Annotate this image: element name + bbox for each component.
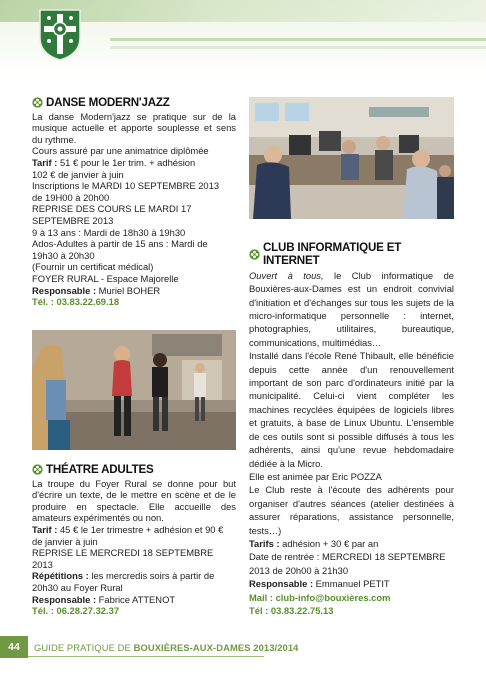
dance-ados: Ados-Adultes à partir de 15 ans : Mardi de 19h30 à 20h30 [32,238,208,261]
club-intro [249,269,454,349]
club-title-text: CLUB INFORMATIQUE ET INTERNET [263,241,402,268]
theatre-responsable [32,594,236,606]
club-title [249,241,454,268]
tarif-label: Tarif : [32,523,58,535]
dance-section [32,97,236,308]
footer-title-plain: GUIDE PRATIQUE DE [34,642,134,653]
club-tarif [249,537,454,550]
dance-place: FOYER RURAL - Espace Majorelle [32,272,179,284]
tarif-label: Tarif : [32,156,58,168]
footer-rule [28,656,264,657]
club-section [249,241,454,617]
coat-of-arms-icon [38,8,82,62]
tarif-label: Tarifs : [249,537,280,549]
theatre-tarif [32,524,236,536]
theatre-repetitions [32,570,236,593]
club-intro-text: le Club informatique de Bouxières-aux-Dames est un endroit convivial d'initiation et d'échanges sur tous les sujets de la micro-informatique personnelle : internet, photographies, utilitaires, bureautique, communications, multimédias… [249,269,455,348]
dance-inscriptions-time: de 19H00 à 20h00 [32,191,110,203]
responsable-name: Fabrice ATTENOT [96,593,176,605]
club-rentree: Date de rentrée : MERCREDI 18 SEPTEMBRE 2013 de 20h00 à 21h30 [249,551,446,576]
flower-bullet-icon [32,464,43,475]
theatre-title-text: THÉATRE ADULTES [46,463,154,476]
dance-photo [32,330,236,450]
repetitions-text: les mercredis soirs à partir de 20h30 au Foyer Rural [32,570,215,593]
footer-title-bold: BOUXIÈRES-AUX-DAMES 2013/2014 [133,642,299,653]
theatre-title [32,464,236,476]
dance-certif: (Fournir un certificat médical) [32,261,154,273]
header-stripe [110,46,486,49]
dance-tarif-2: 102 € de janvier à juin [32,168,124,180]
club-photo [249,97,454,219]
responsable-label: Responsable : [32,284,97,296]
theatre-intro: La troupe du Foyer Rural se donne pour but d'écrire un texte, de le mettre en scène et de le produire en spectacle. Elle accueille des amateurs expérimentés ou non. [32,477,236,524]
tarif-value: 51 € pour le 1er trim. + adhésion [57,156,196,168]
tarif-value: adhésion + 30 € par an [279,537,379,549]
theatre-reprise: REPRISE LE MERCREDI 18 SEPTEMBRE 2013 [32,547,214,570]
footer-title [34,642,299,653]
theatre-tarif-2: de janvier à juin [32,535,98,547]
club-mail: Mail : club-info@bouxières.com [249,591,391,603]
responsable-label: Responsable : [32,593,97,605]
flower-bullet-icon [32,97,43,108]
dance-tarif [32,157,236,169]
dance-intro: La danse Modern'jazz se pratique sur de la musique actuelle et apporte souplesse et sens du rythme. [32,110,236,145]
club-paragraph-4: Le Club reste à l'écoute des adhérents pour organiser d'autres séances (atelier destinées à assurer réparations, assistance personnelle, tests…) [249,484,454,536]
tarif-value: 45 € le 1er trimestre + adhésion et 90 € [57,523,224,535]
dance-reprise: REPRISE DES COURS LE MARDI 17 SEPTEMBRE 2013 [32,203,192,226]
page-header [0,0,486,74]
dance-title-text: DANSE MODERN'JAZZ [46,96,170,109]
dance-inscriptions: Inscriptions le MARDI 10 SEPTEMBRE 2013 [32,180,220,192]
responsable-label: Responsable : [249,578,314,590]
responsable-name: Muriel BOHER [96,284,161,296]
dance-teacher: Cours assuré par une animatrice diplômée [32,145,209,157]
page-footer [0,636,486,658]
club-phone: Tél : 03.83.22.75.13 [249,604,334,616]
dance-title [32,97,236,109]
dance-kids: 9 à 13 ans : Mardi de 18h30 à 19h30 [32,226,186,238]
dance-responsable [32,285,236,297]
dance-phone: Tél. : 03.83.22.69.18 [32,296,120,308]
club-intro-italic: Ouvert à tous, [249,269,324,281]
repetitions-label: Répétitions : [32,570,89,582]
page-number: 44 [0,636,28,658]
club-paragraph-3: Elle est animée par Eric POZZA [249,470,382,482]
club-paragraph-2: Installé dans l'école René Thibault, elle bénéficie depuis cette année d'un renouvellement important de son parc d'ordinateurs initié par la municipalité. Celui-ci vient compléter les machines recyclées équipées de logiciels libres et gratuits, à base de Linux Ubuntu. L'ensemble de ces outils sont si possible diffusés à tous les adhérents, ainsi qu'une revue hebdomadaire dédiée à la Micro. [249,350,454,469]
header-stripe [110,38,486,41]
club-responsable [249,577,454,590]
theatre-section [32,464,236,617]
responsable-name: Emmanuel PETIT [313,578,390,590]
theatre-phone: Tél. : 06.28.27.32.37 [32,605,120,617]
flower-bullet-icon [249,249,260,260]
